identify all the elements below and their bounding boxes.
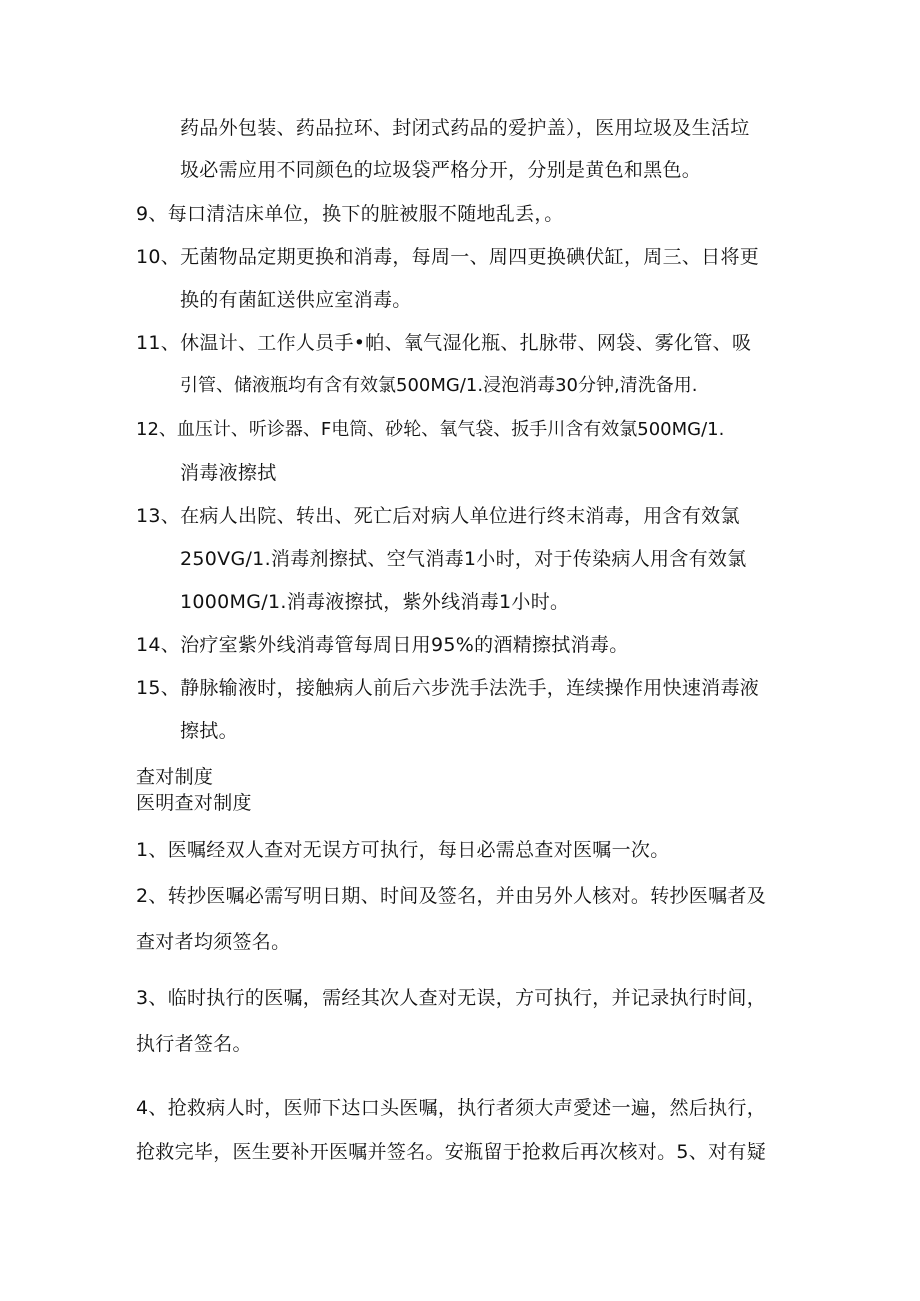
order-item-4-line-2: 抢救完毕，医生要补开医嘱并签名。安瓶留于抢救后再次核对。5、对有疑 [136,1141,766,1163]
item-11-line-1: 11、休温计、工作人员手•帕、氧气湿化瓶、扎脉带、网袋、雾化管、吸 [136,332,752,354]
item-8-line-2: 圾必需应用不同颜色的垃圾袋严格分开，分别是黄色和黑色。 [180,159,702,181]
item-15-line-2: 擦拭。 [180,720,238,742]
order-item-2-line-2: 查对者均须签名。 [136,931,291,953]
item-8-line-1: 药品外包装、药品拉环、封闭式药品的爱护盖），医用垃圾及生活垃 [180,117,750,139]
item-13-line-2: 250VG/1.消毒剂擦拭、空气消毒1小时，对于传染病人用含有效氯 [180,548,747,570]
order-item-4-line-1: 4、抢救病人时，医师下达口头医嘱，执行者须大声愛述一遍，然后执行， [136,1097,766,1119]
item-14-line-1: 14、治疗室紫外线消毒管每周日用95%的酒精擦拭消毒。 [136,634,629,656]
item-15-line-1: 15、静脉输液时，接触病人前后六步洗手法洗手，连续操作用快速消毒液 [136,677,760,699]
item-13-line-1: 13、在病人出院、转出、死亡后对病人单位进行终末消毒，用含有效氯 [136,505,740,527]
section-heading-check-system: 查对制度 [136,766,214,788]
order-item-3-line-2: 执行者签名。 [136,1033,252,1055]
item-12-line-1: 12、血压计、听诊器、F电筒、砂轮、氧气袋、扳手川含有效氯500MG/1. [136,419,725,440]
order-item-1-line-1: 1、医嘱经双人查对无误方可执行，每日必需总查对医嘱一次。 [136,839,670,861]
item-11-line-2: 引管、储液瓶均有含有效氯500MG/1.浸泡消毒30分钟,清洗备用. [180,375,698,396]
section-heading-order-check-system: 医明查对制度 [136,792,252,814]
item-9-line-1: 9、每口清洁床单位，换下的脏被服不随地乱丢，。 [136,203,564,225]
item-10-line-1: 10、无菌物品定期更换和消毒，每周一、周四更换碘伏缸，周三、日将更 [136,246,760,268]
item-10-line-2: 换的有菌缸送供应室消毒。 [180,289,412,311]
order-item-3-line-1: 3、临时执行的医嘱，需经其次人查对无误，方可执行，并记录执行时间， [136,987,766,1009]
item-12-line-2: 消毒液擦拭 [180,462,277,484]
order-item-2-line-1: 2、转抄医嘱必需写明日期、时间及签名，并由另外人核对。转抄医嘱者及 [136,885,766,907]
item-13-line-3: 1000MG/1.消毒液擦拭，紫外线消毒1小时。 [180,591,570,613]
